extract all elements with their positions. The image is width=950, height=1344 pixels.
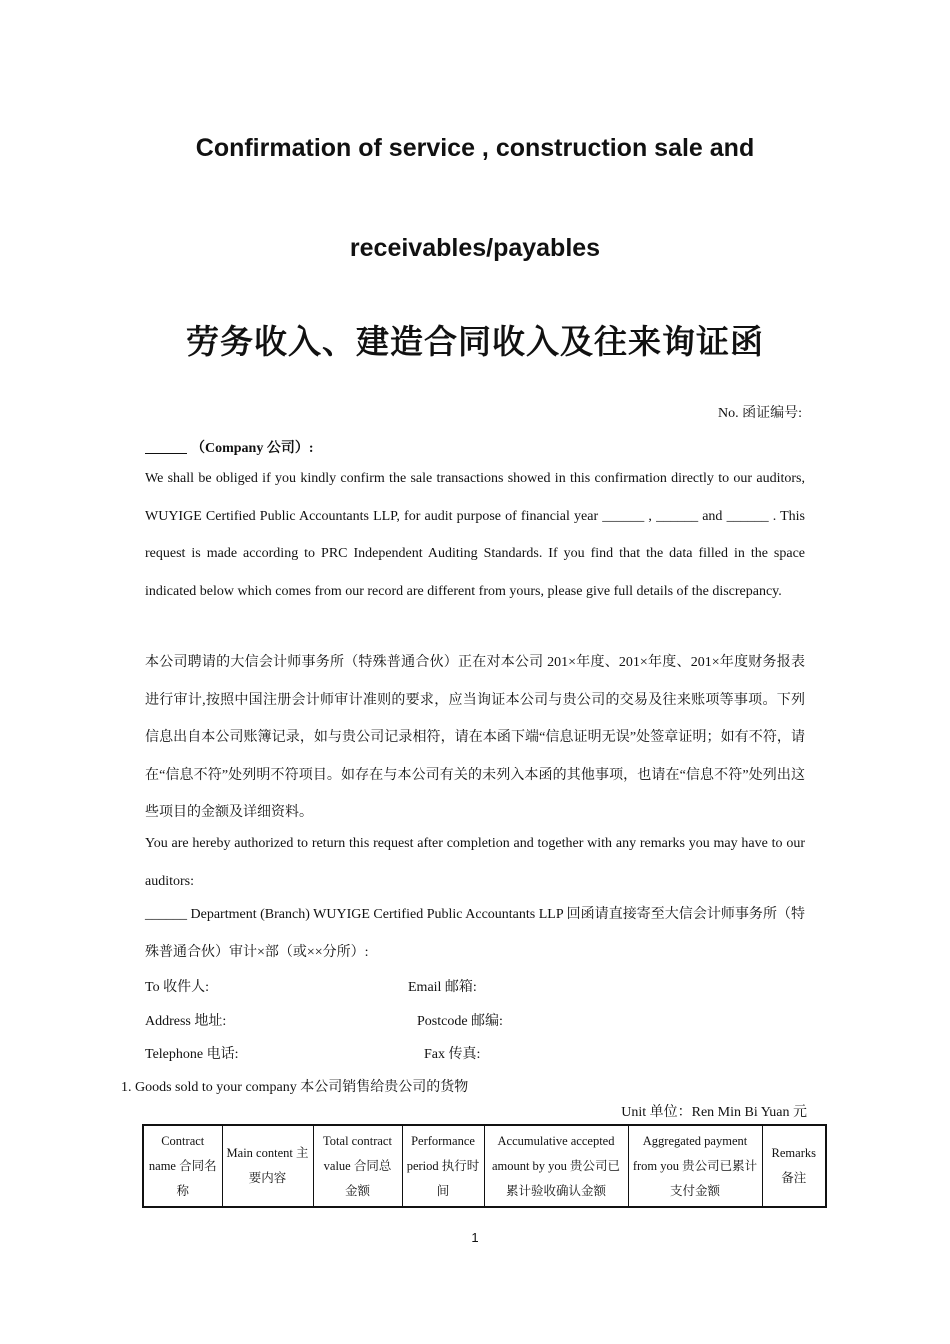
contact-postcode: Postcode 邮编: (417, 1014, 503, 1029)
header-performance-period: Performance period 执行时间 (402, 1125, 484, 1207)
page-number: 1 (471, 1230, 479, 1245)
header-contract-name: Contract name 合同名称 (143, 1125, 222, 1207)
company-blank (145, 453, 187, 454)
header-accumulative-accepted: Accumulative accepted amount by you 贵公司已累计验收确认金额 (484, 1125, 628, 1207)
company-label: （Company 公司）: (191, 441, 314, 456)
contact-telephone: Telephone 电话: (145, 1047, 239, 1062)
contact-email: Email 邮箱: (408, 980, 477, 995)
table-header-row (143, 1125, 826, 1207)
paragraph-request-english: We shall be obliged if you kindly confirm the sale transactions showed in this confirmation directly to our auditors, WUYIGE Certified Public Accountants LLP, for audit purpose of financial year ______ , ______ and ______ . This request is made according to PRC Independent Auditing Standards. If you find that the data filled in the space indicated below which comes from our record are different from yours, please give full details of the discrepancy. (145, 471, 805, 599)
unit-label: Unit 单位：Ren Min Bi Yuan 元 (621, 1105, 807, 1120)
confirmation-number-label: No. 函证编号: (718, 406, 802, 421)
contact-address: Address 地址: (145, 1014, 227, 1029)
header-main-content: Main content 主要内容 (222, 1125, 313, 1207)
header-total-contract-value: Total contract value 合同总金额 (313, 1125, 402, 1207)
header-remarks: Remarks 备注 (762, 1125, 826, 1207)
contact-to: To 收件人: (145, 980, 209, 995)
paragraph-request-chinese: 本公司聘请的大信会计师事务所（特殊普通合伙）正在对本公司 201×年度、201×年度、201×年度财务报表进行审计,按照中国注册会计师审计准则的要求，应当询证本公司与贵公司的交易及往来账项等事项。下列信息出自本公司账簿记录，如与贵公司记录相符，请在本函下端“信息证明无误”处签章证明；如有不符，请在“信息不符”处列明不符项目。如存在与本公司有关的未列入本函的其他事项，也请在“信息不符”处列出这些项目的金额及详细资料。 (145, 655, 805, 820)
title-english-line2: receivables/payables (349, 234, 601, 262)
section-1-heading: 1. Goods sold to your company 本公司销售给贵公司的货物 (121, 1080, 469, 1095)
paragraph-authorization: You are hereby authorized to return this request after completion and together with any remarks you may have to our auditors: (145, 836, 805, 889)
title-chinese: 劳务收入、建造合同收入及往来询证函 (186, 322, 764, 361)
paragraph-department: ______ Department (Branch) WUYIGE Certified Public Accountants LLP 回函请直接寄至大信会计师事务所（特殊普通合伙）审计×部（或××分所）: (145, 907, 805, 960)
goods-sold-table (142, 1124, 827, 1208)
title-english-line1: Confirmation of service , construction sale and (195, 134, 755, 162)
header-aggregated-payment: Aggregated payment from you 贵公司已累计支付金额 (628, 1125, 762, 1207)
contact-fax: Fax 传真: (424, 1047, 481, 1062)
company-addressee (145, 437, 314, 457)
